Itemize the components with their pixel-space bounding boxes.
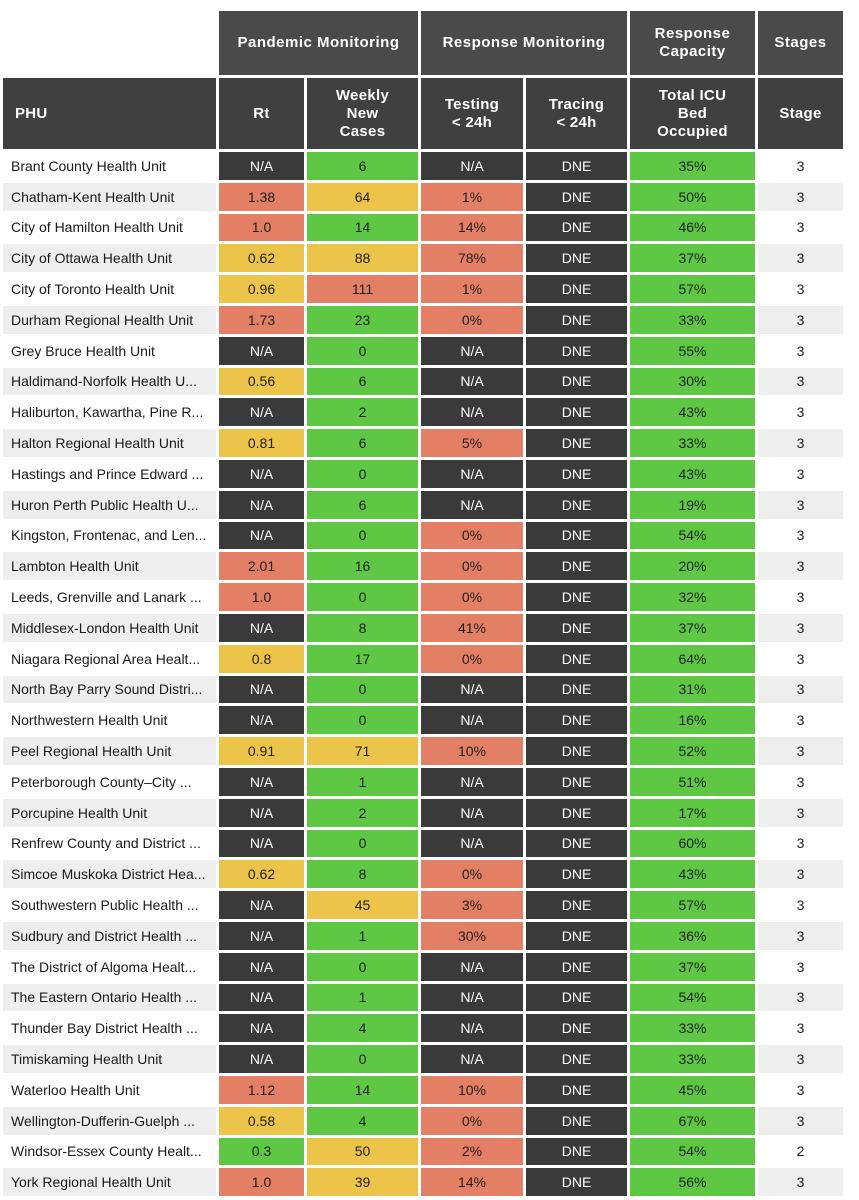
table-row xyxy=(3,552,843,580)
rt-cell: N/A xyxy=(219,614,304,642)
tracing-cell: DNE xyxy=(526,1107,627,1135)
table-row xyxy=(3,152,843,180)
testing-cell: N/A xyxy=(421,799,523,827)
stage-cell: 3 xyxy=(758,183,843,211)
weekly-cases-cell: 6 xyxy=(307,429,418,457)
phu-name-cell: Northwestern Health Unit xyxy=(3,706,216,734)
rt-cell: N/A xyxy=(219,398,304,426)
tracing-cell: DNE xyxy=(526,214,627,242)
icu-occupied-cell: 20% xyxy=(630,552,755,580)
testing-cell: 3% xyxy=(421,891,523,919)
testing-cell: 14% xyxy=(421,1168,523,1196)
icu-occupied-cell: 16% xyxy=(630,706,755,734)
rt-cell: 0.3 xyxy=(219,1138,304,1166)
rt-cell: 1.73 xyxy=(219,306,304,334)
testing-cell: 5% xyxy=(421,429,523,457)
phu-name-cell: The Eastern Ontario Health ... xyxy=(3,984,216,1012)
stage-cell: 3 xyxy=(758,275,843,303)
testing-cell: 0% xyxy=(421,583,523,611)
icu-occupied-cell: 45% xyxy=(630,1076,755,1104)
table-row xyxy=(3,860,843,888)
tracing-cell: DNE xyxy=(526,1014,627,1042)
phu-name-cell: Porcupine Health Unit xyxy=(3,799,216,827)
icu-occupied-cell: 57% xyxy=(630,891,755,919)
testing-cell: N/A xyxy=(421,337,523,365)
table-row xyxy=(3,429,843,457)
tracing-cell: DNE xyxy=(526,706,627,734)
icu-occupied-cell: 19% xyxy=(630,491,755,519)
testing-cell: 2% xyxy=(421,1138,523,1166)
icu-occupied-cell: 30% xyxy=(630,368,755,396)
phu-name-cell: Kingston, Frontenac, and Len... xyxy=(3,522,216,550)
tracing-cell: DNE xyxy=(526,922,627,950)
testing-cell: N/A xyxy=(421,368,523,396)
rt-cell: N/A xyxy=(219,768,304,796)
weekly-cases-cell: 4 xyxy=(307,1014,418,1042)
testing-cell: 0% xyxy=(421,552,523,580)
icu-occupied-cell: 51% xyxy=(630,768,755,796)
phu-monitoring-table xyxy=(0,8,846,1199)
tracing-cell: DNE xyxy=(526,799,627,827)
rt-cell: N/A xyxy=(219,706,304,734)
testing-cell: N/A xyxy=(421,1014,523,1042)
phu-name-cell: Brant County Health Unit xyxy=(3,152,216,180)
testing-cell: 0% xyxy=(421,306,523,334)
stage-cell: 3 xyxy=(758,645,843,673)
testing-cell: N/A xyxy=(421,676,523,704)
table-row xyxy=(3,737,843,765)
phu-name-cell: Sudbury and District Health ... xyxy=(3,922,216,950)
weekly-cases-cell: 0 xyxy=(307,522,418,550)
stage-cell: 3 xyxy=(758,460,843,488)
testing-cell: N/A xyxy=(421,830,523,858)
rt-cell: N/A xyxy=(219,152,304,180)
tracing-cell: DNE xyxy=(526,1045,627,1073)
weekly-cases-cell: 0 xyxy=(307,583,418,611)
table-row xyxy=(3,214,843,242)
testing-cell: N/A xyxy=(421,953,523,981)
table-row xyxy=(3,1107,843,1135)
rt-cell: N/A xyxy=(219,460,304,488)
phu-name-cell: City of Hamilton Health Unit xyxy=(3,214,216,242)
rt-cell: 0.96 xyxy=(219,275,304,303)
tracing-cell: DNE xyxy=(526,1138,627,1166)
stage-cell: 3 xyxy=(758,953,843,981)
icu-occupied-cell: 43% xyxy=(630,460,755,488)
tracing-cell: DNE xyxy=(526,491,627,519)
table-row xyxy=(3,799,843,827)
tracing-cell: DNE xyxy=(526,460,627,488)
icu-occupied-cell: 37% xyxy=(630,614,755,642)
weekly-cases-cell: 0 xyxy=(307,953,418,981)
rt-cell: N/A xyxy=(219,891,304,919)
weekly-cases-cell: 1 xyxy=(307,768,418,796)
weekly-cases-cell: 0 xyxy=(307,337,418,365)
weekly-cases-cell: 2 xyxy=(307,398,418,426)
table-row xyxy=(3,645,843,673)
table-row xyxy=(3,768,843,796)
weekly-cases-cell: 0 xyxy=(307,830,418,858)
tracing-cell: DNE xyxy=(526,614,627,642)
column-header-testing: Testing < 24h xyxy=(421,78,523,149)
weekly-cases-cell: 71 xyxy=(307,737,418,765)
column-header-total-icu-bed-occupied: Total ICU Bed Occupied xyxy=(630,78,755,149)
icu-occupied-cell: 33% xyxy=(630,306,755,334)
icu-occupied-cell: 64% xyxy=(630,645,755,673)
testing-cell: N/A xyxy=(421,706,523,734)
testing-cell: N/A xyxy=(421,768,523,796)
rt-cell: 1.38 xyxy=(219,183,304,211)
table-row xyxy=(3,1138,843,1166)
rt-cell: N/A xyxy=(219,830,304,858)
stage-cell: 3 xyxy=(758,1107,843,1135)
phu-name-cell: Peel Regional Health Unit xyxy=(3,737,216,765)
stage-cell: 3 xyxy=(758,676,843,704)
table-row xyxy=(3,1014,843,1042)
phu-name-cell: Wellington-Dufferin-Guelph ... xyxy=(3,1107,216,1135)
rt-cell: 0.58 xyxy=(219,1107,304,1135)
stage-cell: 3 xyxy=(758,737,843,765)
stage-cell: 3 xyxy=(758,244,843,272)
stage-cell: 3 xyxy=(758,368,843,396)
tracing-cell: DNE xyxy=(526,368,627,396)
icu-occupied-cell: 54% xyxy=(630,1138,755,1166)
rt-cell: 1.0 xyxy=(219,583,304,611)
weekly-cases-cell: 14 xyxy=(307,214,418,242)
weekly-cases-cell: 4 xyxy=(307,1107,418,1135)
tracing-cell: DNE xyxy=(526,552,627,580)
stage-cell: 3 xyxy=(758,768,843,796)
weekly-cases-cell: 23 xyxy=(307,306,418,334)
tracing-cell: DNE xyxy=(526,306,627,334)
icu-occupied-cell: 54% xyxy=(630,984,755,1012)
phu-name-cell: City of Ottawa Health Unit xyxy=(3,244,216,272)
testing-cell: 1% xyxy=(421,275,523,303)
tracing-cell: DNE xyxy=(526,891,627,919)
tracing-cell: DNE xyxy=(526,275,627,303)
phu-name-cell: City of Toronto Health Unit xyxy=(3,275,216,303)
tracing-cell: DNE xyxy=(526,244,627,272)
weekly-cases-cell: 6 xyxy=(307,491,418,519)
icu-occupied-cell: 35% xyxy=(630,152,755,180)
phu-name-cell: Lambton Health Unit xyxy=(3,552,216,580)
tracing-cell: DNE xyxy=(526,152,627,180)
table-row xyxy=(3,460,843,488)
icu-occupied-cell: 17% xyxy=(630,799,755,827)
rt-cell: 2.01 xyxy=(219,552,304,580)
group-header-response-capacity: Response Capacity xyxy=(630,11,755,75)
testing-cell: 41% xyxy=(421,614,523,642)
phu-name-cell: Niagara Regional Area Healt... xyxy=(3,645,216,673)
stage-cell: 3 xyxy=(758,830,843,858)
table-row xyxy=(3,676,843,704)
stage-cell: 3 xyxy=(758,522,843,550)
icu-occupied-cell: 33% xyxy=(630,429,755,457)
rt-cell: N/A xyxy=(219,922,304,950)
column-header-weekly-new-cases: Weekly New Cases xyxy=(307,78,418,149)
tracing-cell: DNE xyxy=(526,1076,627,1104)
stage-cell: 2 xyxy=(758,1138,843,1166)
icu-occupied-cell: 57% xyxy=(630,275,755,303)
icu-occupied-cell: 36% xyxy=(630,922,755,950)
rt-cell: 0.62 xyxy=(219,860,304,888)
testing-cell: 1% xyxy=(421,183,523,211)
tracing-cell: DNE xyxy=(526,953,627,981)
table-row xyxy=(3,306,843,334)
tracing-cell: DNE xyxy=(526,768,627,796)
testing-cell: N/A xyxy=(421,152,523,180)
table-row xyxy=(3,275,843,303)
tracing-cell: DNE xyxy=(526,830,627,858)
icu-occupied-cell: 43% xyxy=(630,860,755,888)
weekly-cases-cell: 50 xyxy=(307,1138,418,1166)
weekly-cases-cell: 39 xyxy=(307,1168,418,1196)
testing-cell: N/A xyxy=(421,491,523,519)
icu-occupied-cell: 37% xyxy=(630,244,755,272)
stage-cell: 3 xyxy=(758,984,843,1012)
rt-cell: N/A xyxy=(219,522,304,550)
testing-cell: 0% xyxy=(421,645,523,673)
stage-cell: 3 xyxy=(758,583,843,611)
table-row xyxy=(3,614,843,642)
rt-cell: N/A xyxy=(219,984,304,1012)
icu-occupied-cell: 56% xyxy=(630,1168,755,1196)
stage-cell: 3 xyxy=(758,706,843,734)
table-row xyxy=(3,891,843,919)
weekly-cases-cell: 8 xyxy=(307,860,418,888)
icu-occupied-cell: 52% xyxy=(630,737,755,765)
phu-name-cell: Haldimand-Norfolk Health U... xyxy=(3,368,216,396)
weekly-cases-cell: 1 xyxy=(307,984,418,1012)
stage-cell: 3 xyxy=(758,491,843,519)
phu-name-cell: Haliburton, Kawartha, Pine R... xyxy=(3,398,216,426)
testing-cell: 10% xyxy=(421,1076,523,1104)
rt-cell: 0.8 xyxy=(219,645,304,673)
weekly-cases-cell: 0 xyxy=(307,1045,418,1073)
group-header-stages: Stages xyxy=(758,11,843,75)
tracing-cell: DNE xyxy=(526,676,627,704)
phu-name-cell: Peterborough County–City ... xyxy=(3,768,216,796)
stage-cell: 3 xyxy=(758,398,843,426)
rt-cell: N/A xyxy=(219,1045,304,1073)
stage-cell: 3 xyxy=(758,214,843,242)
table-row xyxy=(3,1045,843,1073)
table-row xyxy=(3,491,843,519)
table-row xyxy=(3,368,843,396)
testing-cell: 10% xyxy=(421,737,523,765)
phu-name-cell: Leeds, Grenville and Lanark ... xyxy=(3,583,216,611)
icu-occupied-cell: 60% xyxy=(630,830,755,858)
tracing-cell: DNE xyxy=(526,1168,627,1196)
weekly-cases-cell: 8 xyxy=(307,614,418,642)
stage-cell: 3 xyxy=(758,1076,843,1104)
testing-cell: N/A xyxy=(421,1045,523,1073)
phu-name-cell: Grey Bruce Health Unit xyxy=(3,337,216,365)
icu-occupied-cell: 46% xyxy=(630,214,755,242)
table-row xyxy=(3,583,843,611)
weekly-cases-cell: 0 xyxy=(307,706,418,734)
weekly-cases-cell: 6 xyxy=(307,152,418,180)
rt-cell: N/A xyxy=(219,491,304,519)
icu-occupied-cell: 31% xyxy=(630,676,755,704)
weekly-cases-cell: 6 xyxy=(307,368,418,396)
table-header xyxy=(3,11,843,149)
stage-cell: 3 xyxy=(758,1014,843,1042)
weekly-cases-cell: 111 xyxy=(307,275,418,303)
rt-cell: N/A xyxy=(219,1014,304,1042)
tracing-cell: DNE xyxy=(526,984,627,1012)
testing-cell: 0% xyxy=(421,522,523,550)
testing-cell: 30% xyxy=(421,922,523,950)
tracing-cell: DNE xyxy=(526,522,627,550)
tracing-cell: DNE xyxy=(526,860,627,888)
rt-cell: 1.12 xyxy=(219,1076,304,1104)
table-row xyxy=(3,1076,843,1104)
phu-name-cell: Hastings and Prince Edward ... xyxy=(3,460,216,488)
table-row xyxy=(3,183,843,211)
weekly-cases-cell: 1 xyxy=(307,922,418,950)
testing-cell: N/A xyxy=(421,984,523,1012)
tracing-cell: DNE xyxy=(526,429,627,457)
tracing-cell: DNE xyxy=(526,583,627,611)
table-row xyxy=(3,706,843,734)
icu-occupied-cell: 33% xyxy=(630,1014,755,1042)
table-row xyxy=(3,984,843,1012)
group-header-response-monitoring: Response Monitoring xyxy=(421,11,627,75)
stage-cell: 3 xyxy=(758,152,843,180)
testing-cell: N/A xyxy=(421,460,523,488)
stage-cell: 3 xyxy=(758,922,843,950)
tracing-cell: DNE xyxy=(526,737,627,765)
stage-cell: 3 xyxy=(758,891,843,919)
rt-cell: 0.81 xyxy=(219,429,304,457)
rt-cell: 0.56 xyxy=(219,368,304,396)
tracing-cell: DNE xyxy=(526,183,627,211)
phu-name-cell: Huron Perth Public Health U... xyxy=(3,491,216,519)
phu-name-cell: North Bay Parry Sound Distri... xyxy=(3,676,216,704)
stage-cell: 3 xyxy=(758,860,843,888)
icu-occupied-cell: 67% xyxy=(630,1107,755,1135)
stage-cell: 3 xyxy=(758,614,843,642)
stage-cell: 3 xyxy=(758,306,843,334)
tracing-cell: DNE xyxy=(526,645,627,673)
weekly-cases-cell: 64 xyxy=(307,183,418,211)
weekly-cases-cell: 45 xyxy=(307,891,418,919)
stage-cell: 3 xyxy=(758,552,843,580)
rt-cell: 0.91 xyxy=(219,737,304,765)
tracing-cell: DNE xyxy=(526,398,627,426)
weekly-cases-cell: 14 xyxy=(307,1076,418,1104)
tracing-cell: DNE xyxy=(526,337,627,365)
table-row xyxy=(3,398,843,426)
rt-cell: N/A xyxy=(219,953,304,981)
icu-occupied-cell: 43% xyxy=(630,398,755,426)
phu-name-cell: Windsor-Essex County Healt... xyxy=(3,1138,216,1166)
phu-name-cell: Renfrew County and District ... xyxy=(3,830,216,858)
rt-cell: 1.0 xyxy=(219,214,304,242)
icu-occupied-cell: 55% xyxy=(630,337,755,365)
column-header-stage: Stage xyxy=(758,78,843,149)
phu-name-cell: Chatham-Kent Health Unit xyxy=(3,183,216,211)
testing-cell: 0% xyxy=(421,860,523,888)
table-row xyxy=(3,953,843,981)
weekly-cases-cell: 0 xyxy=(307,676,418,704)
table-row xyxy=(3,244,843,272)
icu-occupied-cell: 33% xyxy=(630,1045,755,1073)
table-row xyxy=(3,922,843,950)
group-header-pandemic-monitoring: Pandemic Monitoring xyxy=(219,11,418,75)
rt-cell: 0.62 xyxy=(219,244,304,272)
table-row xyxy=(3,830,843,858)
phu-name-cell: Middlesex-London Health Unit xyxy=(3,614,216,642)
phu-name-cell: Waterloo Health Unit xyxy=(3,1076,216,1104)
phu-name-cell: Halton Regional Health Unit xyxy=(3,429,216,457)
testing-cell: 0% xyxy=(421,1107,523,1135)
weekly-cases-cell: 16 xyxy=(307,552,418,580)
group-header-row xyxy=(3,11,843,75)
phu-name-cell: Durham Regional Health Unit xyxy=(3,306,216,334)
rt-cell: 1.0 xyxy=(219,1168,304,1196)
icu-occupied-cell: 37% xyxy=(630,953,755,981)
stage-cell: 3 xyxy=(758,429,843,457)
weekly-cases-cell: 2 xyxy=(307,799,418,827)
icu-occupied-cell: 54% xyxy=(630,522,755,550)
table-body xyxy=(3,152,843,1196)
column-header-rt: Rt xyxy=(219,78,304,149)
icu-occupied-cell: 32% xyxy=(630,583,755,611)
testing-cell: 14% xyxy=(421,214,523,242)
testing-cell: 78% xyxy=(421,244,523,272)
stage-cell: 3 xyxy=(758,799,843,827)
rt-cell: N/A xyxy=(219,337,304,365)
table-row xyxy=(3,337,843,365)
phu-name-cell: Southwestern Public Health ... xyxy=(3,891,216,919)
stage-cell: 3 xyxy=(758,1168,843,1196)
weekly-cases-cell: 88 xyxy=(307,244,418,272)
weekly-cases-cell: 0 xyxy=(307,460,418,488)
phu-name-cell: York Regional Health Unit xyxy=(3,1168,216,1196)
column-header-tracing: Tracing < 24h xyxy=(526,78,627,149)
rt-cell: N/A xyxy=(219,799,304,827)
stage-cell: 3 xyxy=(758,337,843,365)
blank-header-cell xyxy=(3,11,216,75)
phu-name-cell: The District of Algoma Healt... xyxy=(3,953,216,981)
table-row xyxy=(3,1168,843,1196)
column-header-row xyxy=(3,78,843,149)
rt-cell: N/A xyxy=(219,676,304,704)
testing-cell: N/A xyxy=(421,398,523,426)
phu-name-cell: Simcoe Muskoka District Hea... xyxy=(3,860,216,888)
phu-name-cell: Thunder Bay District Health ... xyxy=(3,1014,216,1042)
column-header-phu: PHU xyxy=(3,78,216,149)
phu-name-cell: Timiskaming Health Unit xyxy=(3,1045,216,1073)
stage-cell: 3 xyxy=(758,1045,843,1073)
icu-occupied-cell: 50% xyxy=(630,183,755,211)
table-row xyxy=(3,522,843,550)
weekly-cases-cell: 17 xyxy=(307,645,418,673)
